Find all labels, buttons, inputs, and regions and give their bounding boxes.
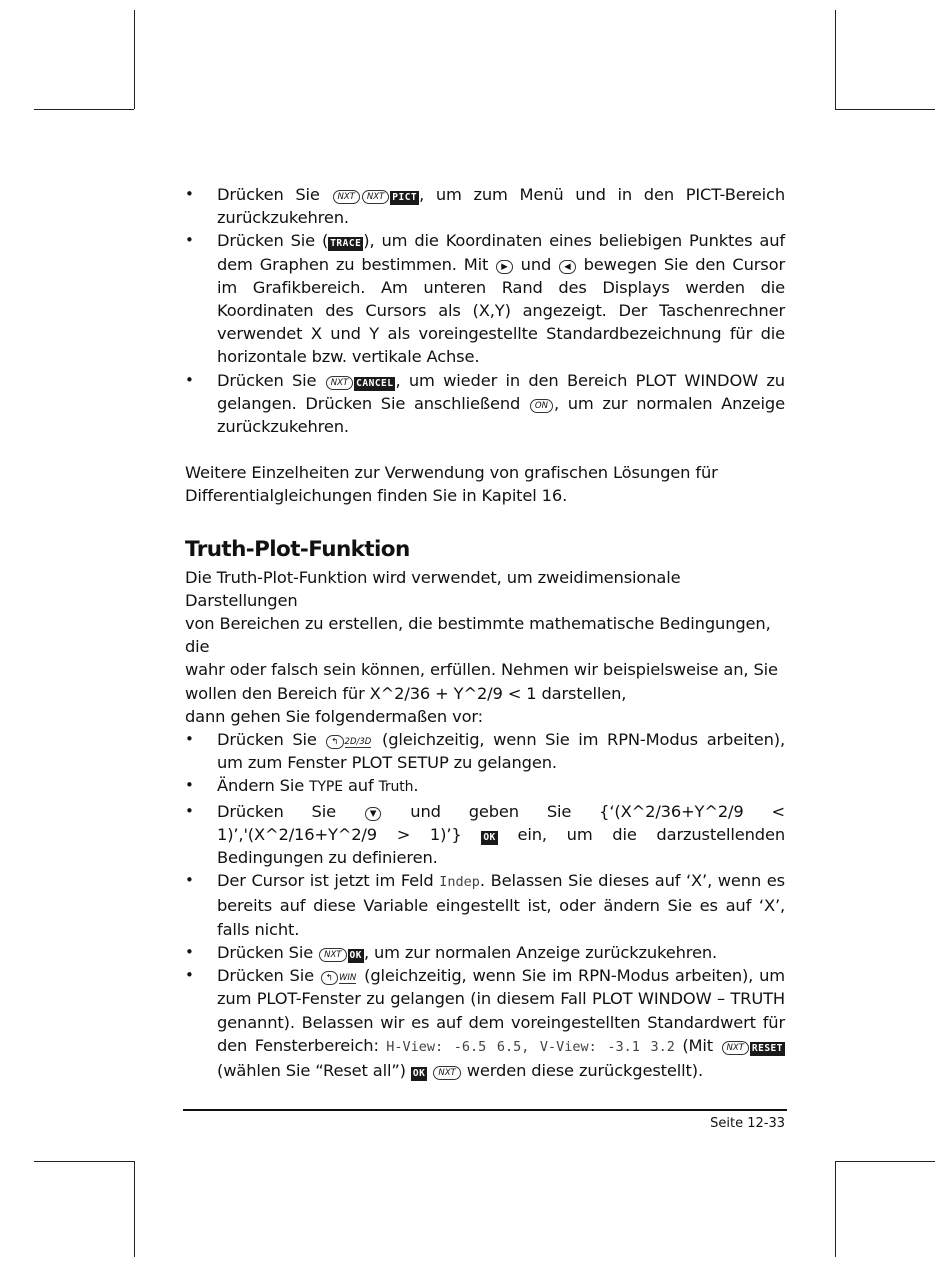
calculator-key: NXT	[433, 1066, 460, 1080]
calculator-key: ▼	[365, 807, 382, 821]
bullet-item: • Der Cursor ist jetzt im Feld Indep. Belassen Sie dieses auf ‘X’, wenn es bereits auf diese Variable eingestellt ist, oder ändern Sie es auf ‘X’, falls nicht.	[185, 869, 785, 941]
bullet-item: • Drücken Sie ▼ und geben Sie {‘(X^2/36+Y^2/9 < 1)’,'(X^2/16+Y^2/9 > 1)’} OK ein, um die darzustellenden Bedingungen zu definieren.	[185, 800, 785, 870]
paragraph-line: dann gehen Sie folgendermaßen vor:	[185, 706, 483, 726]
soft-menu-key: OK	[483, 831, 496, 843]
calculator-key: ↰	[326, 735, 343, 749]
bullet-item: • Drücken Sie ↰ WIN (gleichzeitig, wenn Sie im RPN-Modus arbeiten), um zum PLOT-Fenster zu gelangen (in diesem Fall PLOT WINDOW – TRUTH genannt). Belassen wir es auf dem voreingestellten Standardwert für den Fensterbereich: H-View: -6.5 6.5, V-View: -3.1 3.2 (Mit NXT RESET (wählen Sie “Reset all”) OK NXT werden diese zurückgestellt).	[185, 964, 785, 1082]
crop-mark	[835, 1161, 935, 1162]
bullet-item: • Drücken Sie NXT CANCEL , um wieder in den Bereich PLOT WINDOW zu gelangen. Drücken Sie anschließend ON , um zur normalen Anzeige zurückzukehren.	[185, 369, 785, 439]
bullet-item: • Drücken Sie NXT NXT PICT , um zum Menü und in den PICT-Bereich zurückzukehren.	[185, 183, 785, 229]
field-name: TYPE	[309, 779, 343, 796]
calculator-key: ↰	[321, 971, 338, 985]
calculator-key: ▶	[496, 260, 513, 274]
soft-menu-key: TRACE	[330, 238, 362, 250]
crop-mark	[134, 10, 135, 109]
bullet-item: • Drücken Sie NXT OK , um zur normalen Anzeige zurückzukehren.	[185, 941, 785, 964]
bullet-list-top	[185, 183, 785, 438]
section-heading: Truth-Plot-Funktion	[185, 536, 410, 562]
soft-menu-key: PICT	[392, 192, 418, 203]
soft-menu-key: OK	[349, 949, 362, 961]
soft-menu-key: RESET	[751, 1042, 783, 1054]
calculator-key: NXT	[319, 948, 346, 962]
shift-key-label: 2D/3D	[344, 737, 372, 748]
soft-menu-key: OK	[412, 1067, 426, 1079]
page-content	[185, 183, 785, 1082]
crop-mark	[835, 109, 935, 110]
paragraph-line: wollen den Bereich für X^2/36 + Y^2/9 < 1 darstellen,	[185, 683, 627, 703]
crop-mark	[34, 1161, 134, 1162]
page-number: Seite 12-33	[710, 1116, 785, 1131]
paragraph-line: Die Truth-Plot-Funktion wird verwendet, um zweidimensionale Darstellungen	[185, 567, 681, 610]
crop-mark	[34, 109, 134, 110]
code-text: H-View: -6.5 6.5, V-View: -3.1 3.2	[386, 1038, 675, 1055]
bullet-item: • Drücken Sie ( TRACE ), um die Koordinaten eines beliebigen Punktes auf dem Graphen zu bestimmen. Mit ▶ und ◀ bewegen Sie den Cursor im Grafikbereich. Am unteren Rand des Displays werden die Koordinaten des Cursors als (X,Y) angezeigt. Der Taschenrechner verwendet X und Y als voreingestellte Standardbezeichnung für die horizontale bzw. vertikale Achse.	[185, 229, 785, 368]
footer-rule	[183, 1109, 787, 1111]
calculator-key: NXT	[362, 190, 389, 204]
code-text: Indep	[439, 874, 480, 891]
paragraph-details: Weitere Einzelheiten zur Verwendung von grafischen Lösungen für Differentialgleichungen finden Sie in Kapitel 16.	[185, 463, 718, 506]
field-name: Truth	[378, 779, 414, 796]
calculator-key: NXT	[722, 1041, 749, 1055]
soft-menu-key: CANCEL	[356, 377, 394, 389]
calculator-key: ON	[530, 399, 553, 413]
bullet-list-steps	[185, 728, 785, 1082]
bullet-item: • Drücken Sie ↰ 2D/3D (gleichzeitig, wenn Sie im RPN-Modus arbeiten), um zum Fenster PLOT SETUP zu gelangen.	[185, 728, 785, 774]
paragraph-line: wahr oder falsch sein können, erfüllen. Nehmen wir beispielsweise an, Sie	[185, 660, 778, 680]
shift-key-label: WIN	[338, 973, 357, 984]
paragraph-line: von Bereichen zu erstellen, die bestimmte mathematische Bedingungen, die	[185, 614, 771, 657]
calculator-key: NXT	[326, 376, 353, 390]
bullet-item: • Ändern Sie TYPE auf Truth.	[185, 774, 785, 799]
calculator-key: ◀	[559, 260, 576, 274]
calculator-key: NXT	[333, 190, 360, 204]
crop-mark	[835, 1161, 836, 1257]
crop-mark	[134, 1161, 135, 1257]
crop-mark	[835, 10, 836, 109]
paragraph-truth-plot	[185, 566, 785, 728]
